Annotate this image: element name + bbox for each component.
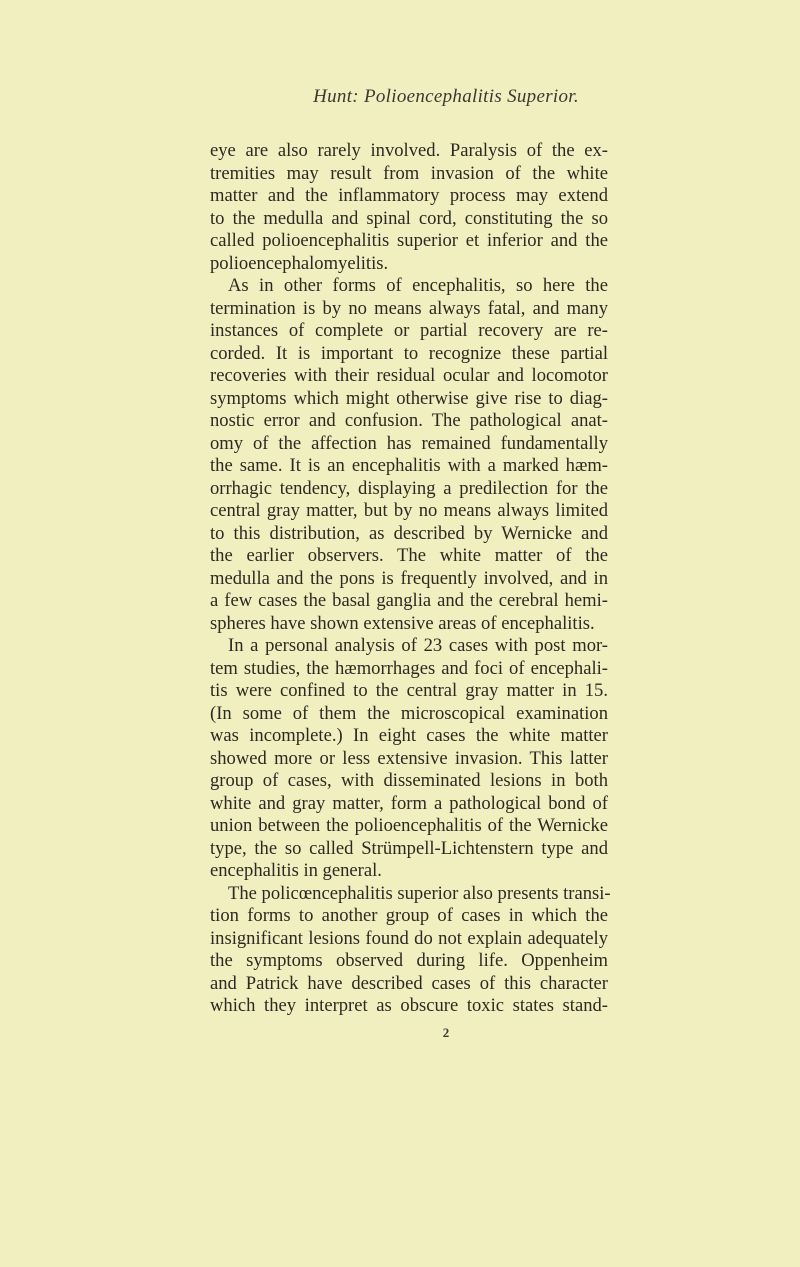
text-line: matter and the inflammatory process may extend: [210, 185, 608, 206]
text-line: tion forms to another group of cases in which the: [210, 905, 608, 926]
text-line: The policœncephalitis superior also presents transi-: [228, 882, 611, 904]
text-line: group of cases, with disseminated lesions in both: [210, 770, 608, 791]
text-line: type, the so called Strümpell-Lichtenstern type and: [210, 837, 608, 859]
page-number: 2: [442, 1025, 450, 1040]
text-line: tem studies, the hæmorrhages and foci of encephali-: [210, 657, 608, 679]
text-line: In a personal analysis of 23 cases with post mor-: [228, 635, 608, 656]
text-line: central gray matter, but by no means always limited: [210, 500, 608, 521]
text-line: a few cases the basal ganglia and the cerebral hemi-: [210, 590, 608, 611]
text-line: symptoms which might otherwise give rise to diag-: [210, 387, 608, 409]
paragraph: [210, 882, 611, 1018]
paragraph: [210, 140, 608, 275]
text-line: the symptoms observed during life. Oppenheim: [210, 950, 608, 971]
text-line: nostic error and confusion. The pathological anat-: [210, 410, 608, 431]
body-text: [210, 140, 611, 1018]
text-line: medulla and the pons is frequently involved, and in: [210, 567, 608, 589]
paragraph: [210, 635, 608, 883]
text-line: to the medulla and spinal cord, constituting the so: [210, 207, 608, 229]
text-line: the same. It is an encephalitis with a marked hæm-: [210, 455, 608, 476]
text-line: instances of complete or partial recovery are re-: [210, 320, 608, 341]
text-line: showed more or less extensive invasion. This latter: [210, 747, 608, 769]
text-line: union between the polioencephalitis of the Wernicke: [210, 815, 608, 836]
text-line: omy of the affection has remained fundamentally: [210, 432, 608, 454]
text-line: termination is by no means always fatal, and many: [210, 297, 608, 319]
text-line: corded. It is important to recognize these partial: [210, 342, 608, 364]
text-line: tremities may result from invasion of the white: [210, 162, 608, 184]
text-line: insignificant lesions found do not explain adequately: [210, 927, 608, 949]
text-line: was incomplete.) In eight cases the white matter: [210, 725, 608, 746]
text-line: called polioencephalitis superior et inferior and the: [210, 230, 608, 251]
paragraph: [210, 275, 608, 635]
text-line: (In some of them the microscopical examination: [210, 702, 608, 724]
text-line: encephalitis in general.: [210, 860, 382, 881]
running-header: Hunt: Polioencephalitis Superior.: [313, 86, 579, 107]
text-line: polioencephalomyelitis.: [210, 252, 389, 274]
text-line: to this distribution, as described by Wernicke and: [210, 522, 608, 544]
text-line: As in other forms of encephalitis, so here the: [228, 275, 608, 296]
text-line: and Patrick have described cases of this character: [210, 972, 608, 994]
text-line: orrhagic tendency, displaying a predilection for the: [210, 477, 608, 499]
text-line: white and gray matter, form a pathological bond of: [210, 792, 608, 814]
text-line: spheres have shown extensive areas of encephalitis.: [210, 612, 595, 634]
text-line: recoveries with their residual ocular and locomotor: [210, 365, 608, 386]
text-line: tis were confined to the central gray matter in 15.: [210, 680, 608, 701]
text-line: which they interpret as obscure toxic states stand-: [210, 995, 608, 1016]
text-line: the earlier observers. The white matter of the: [210, 545, 608, 566]
text-line: eye are also rarely involved. Paralysis of the ex-: [210, 140, 608, 161]
